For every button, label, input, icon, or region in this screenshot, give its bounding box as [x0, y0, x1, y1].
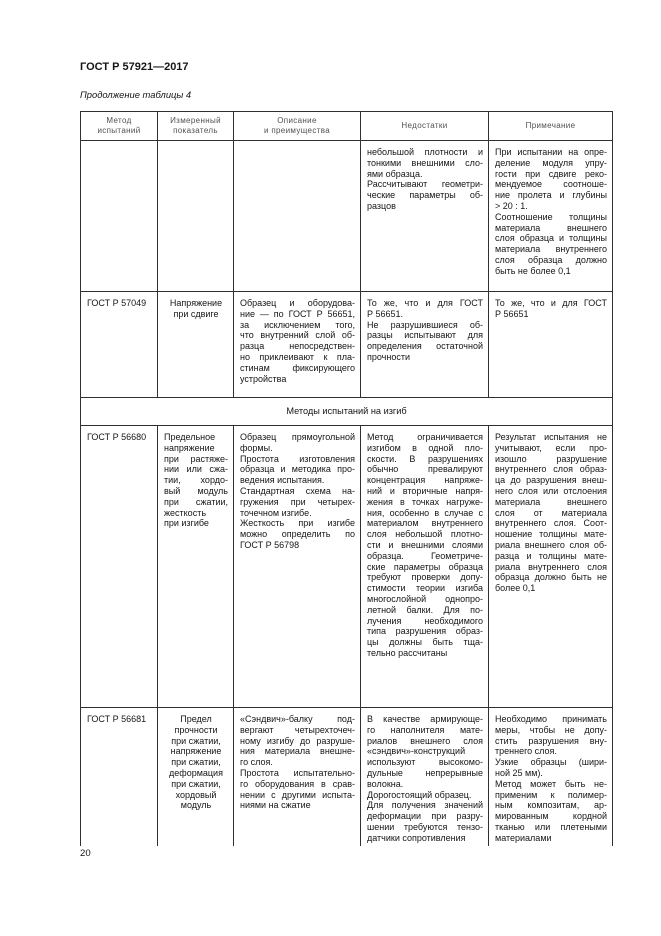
cell-text-line: Необходимо принимать: [495, 714, 607, 724]
cell-text-line: стинам фиксирующего: [240, 362, 355, 373]
cell-text-line: разцов: [367, 200, 396, 211]
cell-text-line: типа разрушения образ-: [367, 626, 483, 637]
cell-text-line: концентрация напряже-: [367, 475, 483, 486]
cell-text-line: ний и вторичные напря-: [367, 485, 483, 496]
cell-text-line: нии или сжа-: [164, 464, 228, 475]
cell-text-line: В качестве армирующе-: [367, 714, 483, 724]
cell-text-line: Напряжение: [169, 298, 223, 308]
cell-text-line: «Сэндвич»-балку под-: [240, 714, 355, 724]
column-header-line: показатель: [173, 126, 218, 135]
cell-text-line: тии, хордо-: [164, 475, 228, 486]
table-head: [81, 112, 613, 141]
cell-text-line: Стандартная схема на-: [240, 485, 355, 496]
cell-text-line: ца до разрушения внеш-: [495, 475, 607, 486]
cell-text-line: тельно рассчитаны: [367, 647, 448, 658]
cell-text-line: Не разрушившиеся об-: [367, 319, 483, 330]
cell-text-line: материала внешнего: [495, 496, 607, 507]
cell-test-method: [81, 141, 158, 292]
cell-text-line: слоя от материала: [495, 507, 607, 518]
cell-text-line: точечном изгибе.: [240, 507, 312, 518]
column-header-line: Метод: [106, 115, 132, 125]
cell-text-line: Рассчитывают геометри-: [367, 179, 483, 190]
section-title: Методы испытаний на изгиб: [81, 398, 613, 426]
cell-text-line: тонкими внешними сло-: [367, 157, 483, 168]
cell-text-line: ГОСТ Р 56681: [87, 714, 147, 724]
table-body: [81, 141, 613, 846]
cell-measured-indicator: [158, 292, 234, 398]
standard-designation: ГОСТ Р 57921—2017: [80, 61, 189, 73]
cell-measured-indicator: [158, 426, 234, 708]
cell-text-line: внутреннего слоя. Соот-: [495, 518, 607, 529]
cell-text-line: вергают четырехточеч-: [240, 724, 355, 735]
cell-text-line: ческие параметры об-: [367, 190, 483, 201]
cell-text-line: При испытании на опре-: [495, 147, 607, 157]
cell-description-advantages: [234, 426, 361, 708]
cell-text-line: ния, особенно в случае с: [367, 507, 483, 518]
cell-text-line: Р 56651.: [367, 308, 404, 319]
cell-text-line: Соотношение толщины: [495, 211, 607, 222]
column-header-line: Описание: [277, 115, 317, 125]
cell-measured-indicator: [158, 708, 234, 846]
cell-text-line: прочности: [174, 724, 218, 735]
cell-text-line: То же, что и для ГОСТ: [495, 298, 607, 308]
cell-text-line: жения в точках нагруже-: [367, 496, 483, 507]
cell-text-line: ние пролета и глубины: [495, 190, 607, 201]
cell-text-line: жесткость: [164, 507, 207, 518]
cell-text-line: учитывают, если про-: [495, 442, 607, 453]
column-header-line: Измеренный: [170, 115, 221, 125]
cell-text-line: Простота изготовления: [240, 453, 355, 464]
cell-measured-indicator: [158, 141, 234, 292]
cell-text-line: материала внутреннего: [495, 244, 607, 255]
table-row: [81, 292, 613, 398]
cell-text-line: тканью или плетеными: [495, 821, 607, 832]
cell-text-line: дульные непрерывные: [367, 767, 483, 778]
section-header-row: [81, 398, 613, 426]
cell-text-line: гости при сдвиге реко-: [495, 168, 607, 179]
cell-drawbacks: [361, 426, 489, 708]
table-caption: Продолжение таблицы 4: [80, 89, 192, 100]
cell-text-line: нении с другими испыта-: [240, 789, 355, 800]
table-row: [81, 426, 613, 708]
cell-text-line: «сэндвич»-конструкций: [367, 746, 466, 757]
cell-test-method: [81, 708, 158, 846]
column-header-description: [234, 112, 361, 141]
cell-text-line: мированным кордной: [495, 811, 607, 822]
cell-text-line: модуль: [180, 800, 212, 811]
cell-text-line: ГОСТ Р 56798: [240, 539, 300, 550]
cell-notes: [489, 141, 613, 292]
cell-text-line: изошло разрушение: [495, 453, 607, 464]
cell-text-line: ГОСТ Р 57049: [87, 298, 147, 308]
cell-text-line: слоя небольшой плотно-: [367, 529, 483, 540]
cell-text-line: То же, что и для ГОСТ: [367, 298, 483, 308]
cell-text-line: быть не более 0,1: [495, 265, 571, 276]
cell-text-line: него слоя или отслоения: [495, 485, 607, 496]
cell-text-line: ние — по ГОСТ Р 56651,: [240, 308, 355, 319]
cell-text-line: обычно превалируют: [367, 464, 483, 475]
cell-text-line: за исключением того,: [240, 319, 355, 330]
cell-text-line: Жесткость при изгибе: [240, 518, 355, 529]
cell-text-line: риала внутреннего слоя: [495, 561, 607, 572]
cell-text-line: деление модуля упру-: [495, 157, 607, 168]
table-row: [81, 141, 613, 292]
cell-text-line: определения остаточной: [367, 341, 483, 352]
cell-text-line: материала внешнего: [495, 222, 607, 233]
cell-text-line: скости. В разрушениях: [367, 453, 483, 464]
page-number: 20: [80, 848, 91, 859]
cell-text-line: ному изгибу до разруше-: [240, 735, 355, 746]
cell-text-line: напряжение: [170, 746, 222, 757]
cell-notes: [489, 426, 613, 708]
cell-test-method: [81, 426, 158, 708]
cell-text-line: го оборудования в срав-: [240, 778, 355, 789]
cell-text-line: цы должны быть тща-: [367, 637, 483, 648]
cell-description-advantages: [234, 708, 361, 846]
cell-text-line: внутреннего слоя образ-: [495, 464, 607, 475]
column-header-line: и преимущества: [263, 126, 331, 135]
cell-text-line: при сжатии,: [171, 735, 221, 746]
column-header-drawbacks: [361, 112, 489, 141]
cell-text-line: изгибом в одной пло-: [367, 442, 483, 453]
column-header-line: Примечание: [525, 120, 576, 130]
cell-text-line: деформация: [169, 767, 223, 778]
cell-text-line: используют высокомо-: [367, 757, 483, 768]
cell-text-line: образца и методика про-: [240, 464, 355, 475]
cell-text-line: многослойной однопро-: [367, 593, 483, 604]
cell-text-line: го наполнителя мате-: [367, 724, 483, 735]
cell-text-line: применим к полимер-: [495, 789, 607, 800]
cell-text-line: Простота испытательно-: [240, 767, 355, 778]
column-header-notes: [489, 112, 613, 141]
methods-table: [80, 111, 613, 846]
cell-text-line: сти и внешними слоями: [367, 539, 483, 550]
cell-text-line: ями образца.: [367, 168, 423, 179]
cell-text-line: при изгибе: [164, 518, 209, 529]
cell-text-line: формы.: [240, 442, 273, 453]
cell-text-line: ным композитам, ар-: [495, 800, 607, 811]
cell-notes: [489, 708, 613, 846]
cell-text-line: можно определить по: [240, 529, 355, 540]
cell-text-line: разца и толщины мате-: [495, 550, 607, 561]
cell-drawbacks: [361, 292, 489, 398]
cell-text-line: ной 25 мм).: [495, 767, 543, 778]
cell-text-line: треннего слоя.: [495, 746, 557, 757]
cell-text-line: стимости теории изгиба: [367, 583, 483, 594]
cell-text-line: летной балки. Для по-: [367, 604, 483, 615]
cell-test-method: [81, 292, 158, 398]
cell-text-line: слоя образца и толщины: [495, 233, 607, 244]
cell-text-line: Для получения значений: [367, 800, 483, 811]
cell-text-line: прочности: [367, 351, 411, 362]
cell-text-line: Результат испытания не: [495, 432, 607, 442]
cell-text-line: материалами: [495, 832, 552, 843]
cell-text-line: Р 56651: [495, 308, 529, 319]
cell-text-line: вый модуль: [164, 485, 228, 496]
cell-text-line: Образец прямоугольной: [240, 432, 355, 442]
cell-text-line: устройства: [240, 373, 287, 384]
cell-text-line: Метод может быть не-: [495, 778, 607, 789]
cell-text-line: небольшой плотности и: [367, 147, 483, 157]
cell-text-line: риалов внешнего слоя: [367, 735, 483, 746]
cell-text-line: требуют проверки допу-: [367, 572, 483, 583]
cell-text-line: разца непосредствен-: [240, 341, 355, 352]
cell-text-line: Предельное: [164, 432, 216, 442]
cell-text-line: ния материала внешне-: [240, 746, 355, 757]
cell-text-line: при сдвиге: [173, 308, 219, 319]
cell-text-line: слоя образца должно: [495, 254, 607, 265]
cell-text-line: датчики сопротивления: [367, 832, 466, 843]
cell-text-line: при растяже-: [164, 453, 228, 464]
cell-description-advantages: [234, 141, 361, 292]
cell-text-line: при сжатии,: [164, 496, 228, 507]
table-header-row: [81, 112, 613, 141]
cell-text-line: шении требуются тензо-: [367, 821, 483, 832]
cell-text-line: ские параметры образца: [367, 561, 483, 572]
cell-text-line: деформации при разру-: [367, 811, 483, 822]
cell-text-line: мендуемое соотноше-: [495, 179, 607, 190]
cell-description-advantages: [234, 292, 361, 398]
cell-text-line: Образец и оборудова-: [240, 298, 355, 308]
cell-text-line: стить разрушения вну-: [495, 735, 607, 746]
cell-text-line: ношение толщины мате-: [495, 529, 607, 540]
cell-text-line: гружения при четырех-: [240, 496, 355, 507]
column-header-test-method: [81, 112, 158, 141]
cell-text-line: более 0,1: [495, 583, 536, 594]
table-row: [81, 708, 613, 846]
cell-text-line: го слоя.: [240, 757, 273, 768]
cell-text-line: что внутренний слой об-: [240, 330, 355, 341]
cell-text-line: Метод ограничивается: [367, 432, 483, 442]
column-header-line: испытаний: [97, 126, 141, 135]
cell-text-line: но приклеивают к пла-: [240, 351, 355, 362]
cell-drawbacks: [361, 708, 489, 846]
cell-text-line: ГОСТ Р 56680: [87, 432, 147, 442]
cell-text-line: ниями на сжатие: [240, 800, 311, 811]
cell-text-line: Узкие образцы (шири-: [495, 757, 607, 768]
cell-text-line: образца. Геометриче-: [367, 550, 483, 561]
cell-text-line: Предел: [180, 714, 212, 724]
cell-text-line: меры, чтобы не допу-: [495, 724, 607, 735]
cell-text-line: лучения необходимого: [367, 615, 483, 626]
cell-text-line: разцы испытывают для: [367, 330, 483, 341]
cell-text-line: при сжатии,: [171, 757, 221, 768]
cell-text-line: материалом внутреннего: [367, 518, 483, 529]
cell-drawbacks: [361, 141, 489, 292]
cell-text-line: волокна.: [367, 778, 404, 789]
cell-text-line: риала внешнего слоя об-: [495, 539, 607, 550]
column-header-line: Недостатки: [401, 120, 448, 130]
cell-text-line: напряжение: [164, 442, 215, 453]
column-header-measured-indicator: [158, 112, 234, 141]
cell-text-line: образца должно быть не: [495, 572, 607, 583]
cell-text-line: Дорогостоящий образец.: [367, 789, 472, 800]
cell-notes: [489, 292, 613, 398]
cell-text-line: хордовый: [175, 789, 217, 800]
cell-text-line: ведения испытания.: [240, 475, 325, 486]
cell-text-line: при сжатии,: [171, 778, 221, 789]
cell-text-line: > 20 : 1.: [495, 200, 528, 211]
